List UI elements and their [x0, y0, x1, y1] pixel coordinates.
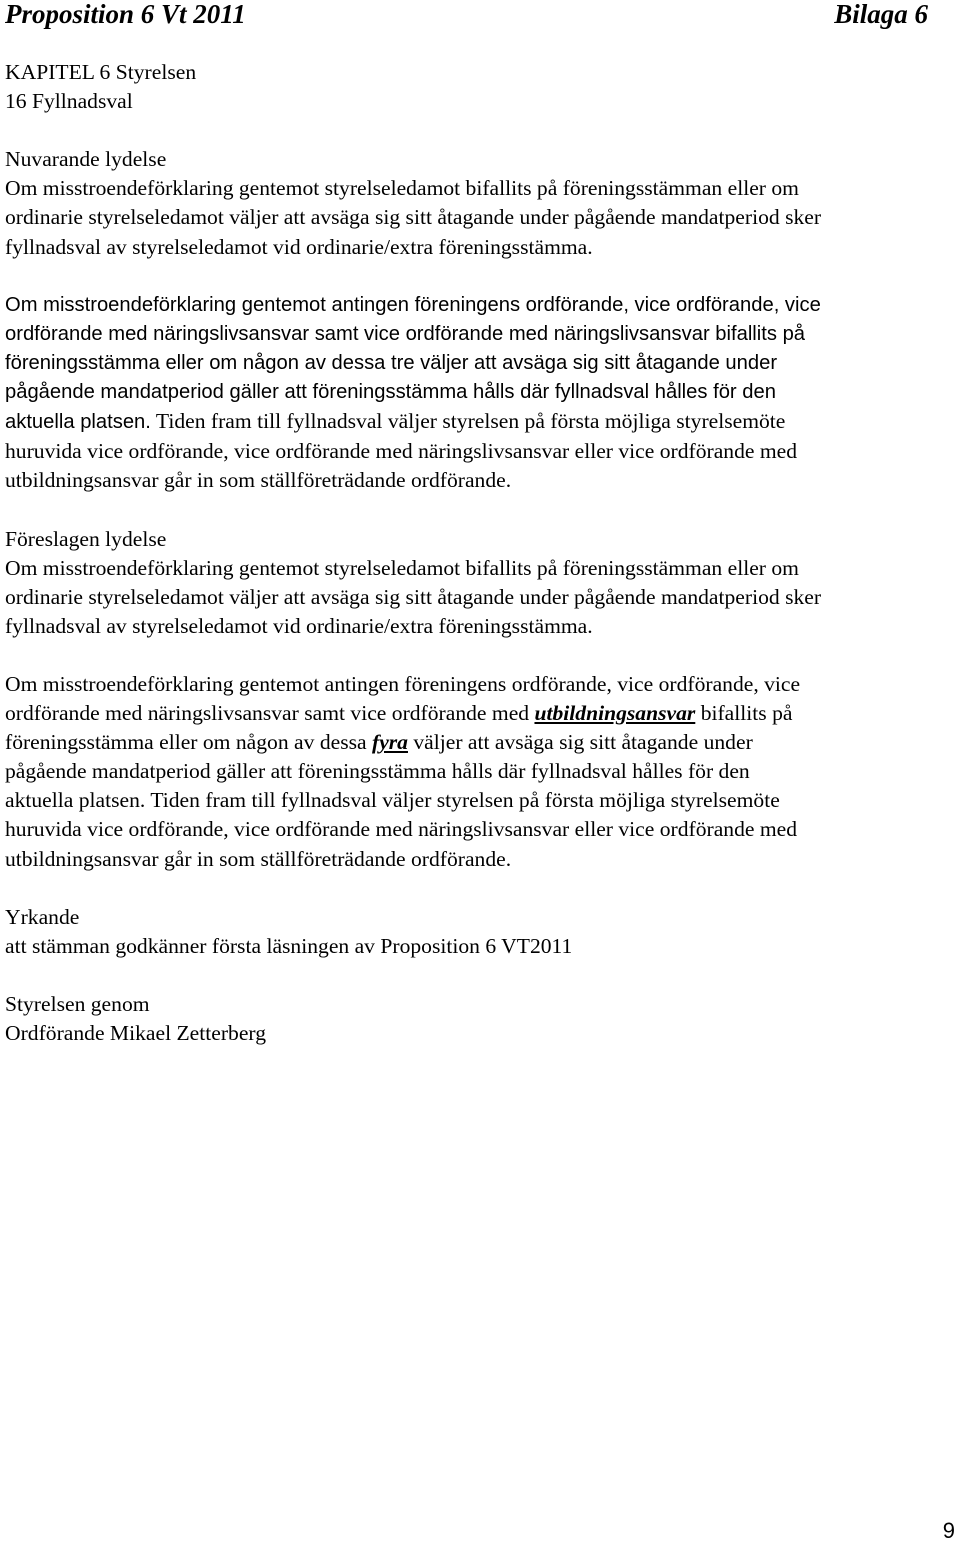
proposed-p2-fragment: ordförande med näringslivsansvar samt vice ordförande med [5, 701, 535, 726]
proposed-p2-fragment: föreningsstämma eller om någon av dessa [5, 730, 372, 755]
proposed-p2-line: utbildningsansvar går in som ställföreträdande ordförande. [5, 846, 512, 871]
page-header [5, 0, 928, 30]
current-p2-fragment: Tiden fram till fyllnadsval väljer styrelsen på första möjliga styrelsemöte [150, 409, 786, 434]
current-p2-line: föreningsstämma eller om någon av dessa tre väljer att avsäga sig sitt åtagande under [5, 351, 778, 374]
proposed-p2-line: aktuella platsen. Tiden fram till fyllnadsval väljer styrelsen på första möjliga styrelsemöte [5, 788, 780, 813]
current-wording-heading: Nuvarande lydelse [5, 147, 167, 172]
motion-text: att stämman godkänner första läsningen av Proposition 6 VT2011 [5, 933, 573, 958]
current-p2-line: pågående mandatperiod gäller att föreningsstämma hålls där fyllnadsval hålles för den [5, 381, 776, 404]
proposed-p2-fragment: bifallits på [695, 701, 793, 726]
current-p2-line: Om misstroendeförklaring gentemot antingen föreningens ordförande, vice ordförande, vice [5, 293, 821, 316]
current-p1-line: Om misstroendeförklaring gentemot styrelseledamot bifallits på föreningsstämman eller om [5, 176, 799, 201]
current-p2-line: huruvida vice ordförande, vice ordförande med näringslivsansvar eller vice ordförande med [5, 439, 798, 464]
proposed-wording-heading: Föreslagen lydelse [5, 526, 167, 551]
section-title: 16 Fyllnadsval [5, 89, 133, 114]
chapter-title: KAPITEL 6 Styrelsen [5, 60, 197, 84]
proposed-p2-fragment: väljer att avsäga sig sitt åtagande under [407, 730, 753, 755]
proposed-p1-line: Om misstroendeförklaring gentemot styrelseledamot bifallits på föreningsstämman eller om [5, 555, 799, 580]
document-body [5, 58, 960, 1048]
proposed-p2-line: Om misstroendeförklaring gentemot antingen föreningens ordförande, vice ordförande, vice [5, 671, 801, 696]
signature-name: Ordförande Mikael Zetterberg [5, 1021, 267, 1046]
page-number: 9 [942, 1518, 955, 1543]
current-p2-line: ordförande med näringslivsansvar samt vice ordförande med näringslivsansvar bifallits på [5, 322, 806, 345]
proposed-p2-line: pågående mandatperiod gäller att föreningsstämma hålls där fyllnadsval hålles för den [5, 759, 750, 784]
current-p1-line: fyllnadsval av styrelseledamot vid ordinarie/extra föreningsstämma. [5, 234, 593, 259]
current-p2-fragment: aktuella platsen. [5, 411, 151, 434]
proposed-p1-line: ordinarie styrelseledamot väljer att avsäga sig sitt åtagande under pågående mandatperiod sker [5, 584, 822, 609]
current-p1-line: ordinarie styrelseledamot väljer att avsäga sig sitt åtagande under pågående mandatperiod sker [5, 205, 822, 230]
current-p2-line: utbildningsansvar går in som ställföreträdande ordförande. [5, 468, 512, 493]
motion-heading: Yrkande [5, 904, 80, 929]
proposed-p2-line [5, 699, 960, 728]
signature-line: Styrelsen genom [5, 992, 150, 1016]
current-p2-line [5, 407, 960, 437]
changed-word-fyra: fyra [372, 730, 408, 755]
changed-word-utbildningsansvar: utbildningsansvar [534, 701, 696, 726]
proposed-p2-line [5, 728, 960, 757]
header-title: Proposition 6 Vt 2011 [5, 0, 246, 29]
proposed-p1-line: fyllnadsval av styrelseledamot vid ordinarie/extra föreningsstämma. [5, 613, 593, 638]
proposed-p2-line: huruvida vice ordförande, vice ordförande med näringslivsansvar eller vice ordförande med [5, 817, 798, 842]
header-attachment-label: Bilaga 6 [834, 0, 928, 29]
